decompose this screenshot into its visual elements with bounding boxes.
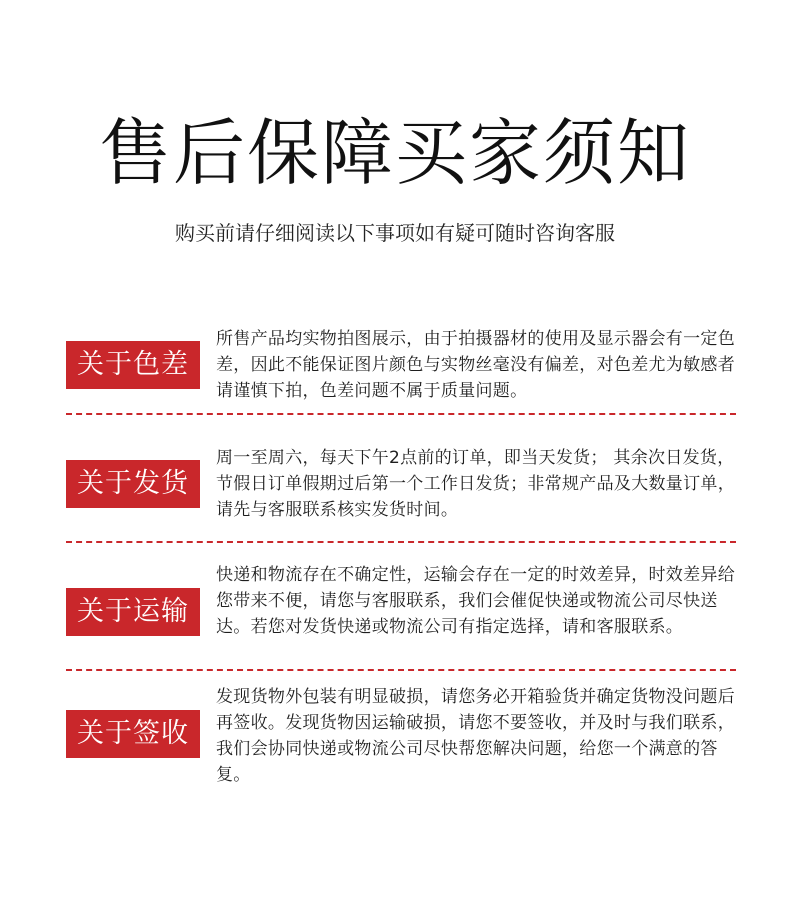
dashed-divider xyxy=(66,541,736,543)
section-text: 所售产品均实物拍图展示，由于拍摄器材的使用及显示器会有一定色差，因此不能保证图片颜色与实物丝毫没有偏差，对色差尤为敏感者请谨慎下拍，色差问题不属于质量问题。 xyxy=(216,329,735,401)
section-text: 快递和物流存在不确定性，运输会存在一定的时效差异，时效差异给您带来不便，请您与客服联系，我们会催促快递或物流公司尽快送达。若您对发货快递或物流公司有指定选择，请和客服联系。 xyxy=(216,565,735,637)
section-text: 发现货物外包装有明显破损，请您务必开箱验货并确定货物没问题后再签收。发现货物因运输破损，请您不要签收，并及时与我们联系，我们会协同快递或物流公司尽快帮您解决问题，给您一个满意的答复。 xyxy=(216,687,735,785)
section-badge: 关于运输 xyxy=(66,588,200,636)
section-receipt xyxy=(66,684,736,788)
page-subtitle: 购买前请仔细阅读以下事项如有疑可随时咨询客服 xyxy=(175,221,615,245)
section-transport xyxy=(66,562,736,666)
section-badge: 关于签收 xyxy=(66,710,200,758)
dashed-divider xyxy=(66,413,736,415)
section-shipping xyxy=(66,445,736,523)
section-badge: 关于色差 xyxy=(66,341,200,389)
section-text: 周一至周六，每天下午2点前的订单，即当天发货； 其余次日发货，节假日订单假期过后第一个工作日发货；非常规产品及大数量订单，请先与客服联系核实发货时间。 xyxy=(216,448,735,520)
page-title: 售后保障买家须知 xyxy=(98,111,691,195)
section-badge: 关于发货 xyxy=(66,460,200,508)
dashed-divider xyxy=(66,669,736,671)
section-color-difference xyxy=(66,326,736,404)
